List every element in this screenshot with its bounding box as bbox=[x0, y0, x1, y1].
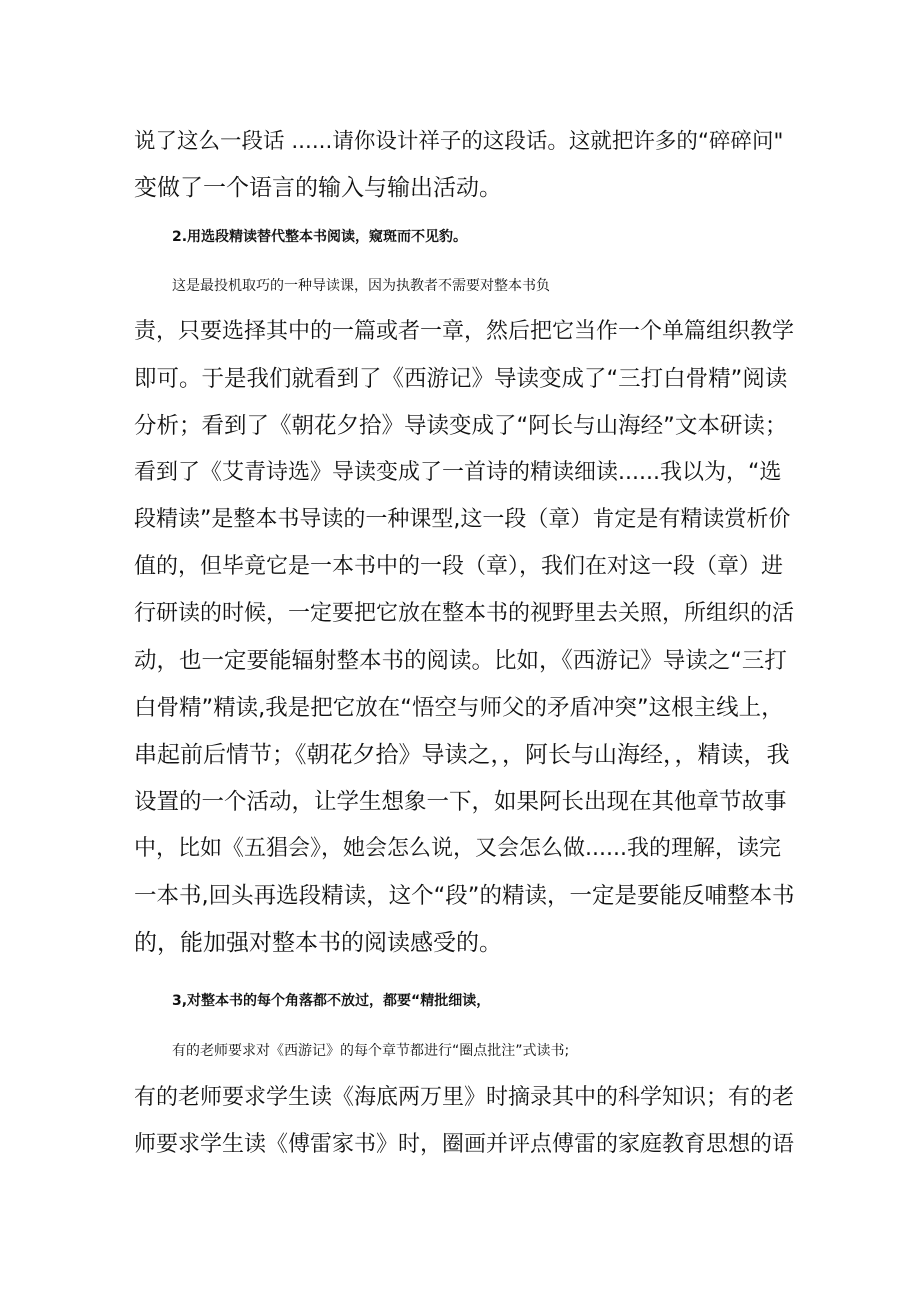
text-line: 师要求学生读《傅雷家书》时，圈画并评点傅雷的家庭教育思想的语 bbox=[134, 1132, 795, 1157]
text-line: 一本书,回头再选段精读，这个“段”的精读，一定是要能反哺整本书 bbox=[134, 883, 795, 909]
text-line: 段精读”是整本书导读的一种课型,这一段（章）肯定是有精读赏析价 bbox=[134, 507, 791, 532]
paragraph-start: 有的老师要求对《西游记》的每个章节都进行“圈点批注”式读书; bbox=[172, 1043, 570, 1059]
paragraph-start: 这是最投机取巧的一种导读课，因为执教者不需要对整本书负 bbox=[172, 278, 550, 294]
text-line: 中，比如《五猖会》，她会怎么说，又会怎么做......我的理解，读完 bbox=[134, 836, 781, 861]
text-line: 串起前后情节；《朝花夕拾》导读之，，阿长与山海经，，精读，我 bbox=[134, 742, 790, 768]
text-line: 即可。于是我们就看到了《西游记》导读变成了“三打白骨精”阅读 bbox=[134, 366, 788, 392]
text-line: 动，也一定要能辐射整本书的阅读。比如，《西游记》导读之“三打 bbox=[134, 648, 787, 674]
section-heading-3: 3,对整本书的每个角落都不放过，都要“精批细读， bbox=[172, 993, 491, 1009]
section-heading-2: 2.用选段精读替代整本书阅读，窥斑而不见豹。 bbox=[172, 229, 468, 245]
text-line: 有的老师要求学生读《海底两万里》时摘录其中的科学知识；有的老 bbox=[134, 1085, 795, 1110]
text-line: 设置的一个活动，让学生想象一下，如果阿长出现在其他章节故事 bbox=[134, 789, 787, 815]
text-line: 变做了一个语言的输入与输出活动。 bbox=[134, 175, 502, 201]
text-line: 白骨精”精读,我是把它放在“悟空与师父的矛盾冲突”这根主线上， bbox=[134, 695, 784, 721]
text-line: 责，只要选择其中的一篇或者一章，然后把它当作一个单篇组织教学 bbox=[134, 319, 795, 344]
text-line: 的，能加强对整本书的阅读感受的。 bbox=[134, 930, 502, 956]
text-line: 看到了《艾青诗选》导读变成了一首诗的精读细读......我以为，“选 bbox=[134, 460, 782, 485]
text-line: 值的，但毕竟它是一本书中的一段（章），我们在对这一段（章）进 bbox=[134, 554, 784, 579]
text-line: 说了这么一段话 ......请你设计祥子的这段话。这就把许多的“碎碎问" bbox=[134, 129, 784, 154]
text-line: 行研读的时候，一定要把它放在整本书的视野里去关照，所组织的活 bbox=[134, 601, 795, 626]
text-line: 分析；看到了《朝花夕拾》导读变成了“阿长与山海经”文本研读； bbox=[134, 413, 788, 439]
